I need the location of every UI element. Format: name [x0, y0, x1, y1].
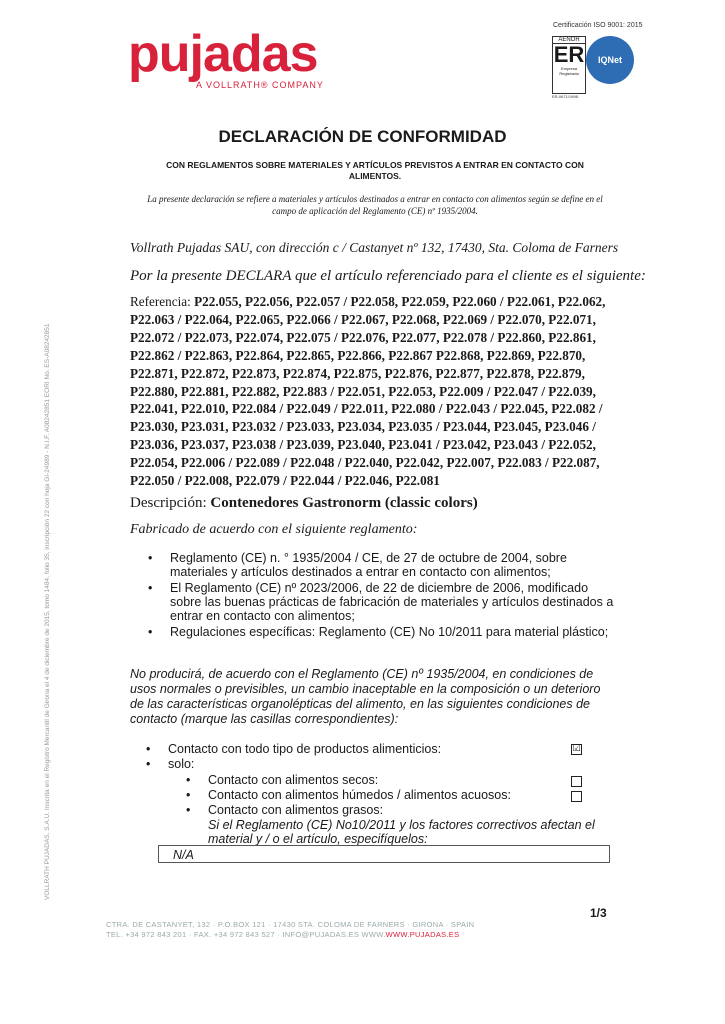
page-number: 1/3 [590, 906, 607, 920]
aenor-label: AENOR [553, 37, 585, 44]
list-item: • Reglamento (CE) n. ° 1935/2004 / CE, de 27 de octubre de 2004, sobre materiales y artículos destinados a entrar en contacto con alimentos; [148, 551, 618, 579]
iqnet-badge [586, 36, 634, 84]
bullet: • [186, 788, 191, 802]
document-subtitle: CON REGLAMENTOS SOBRE MATERIALES Y ARTÍCULOS PREVISTOS A ENTRAR EN CONTACTO CON ALIMENTOS. [166, 160, 584, 181]
reference-values: P22.055, P22.056, P22.057 / P22.058, P22.059, P22.060 / P22.061, P22.062, P22.063 / P22.064, P22.065, P22.066 / P22.067, P22.068, P22.069 / P22.070, P22.071, P22.072 / P22.073, P22.074, P22.075 / P22.076, P22.077, P22.078 / P22.860, P22.861, P22.862 / P22.863, P22.864, P22.865, P22.866, P22.867 P22.868, P22.869, P22.870, P22.871, P22.872, P22.873, P22.874, P22.875, P22.876, P22.877, P22.878, P22.879, P22.880, P22.881, P22.882, P22.883 / P22.051, P22.053, P22.009 / P22.047 / P22.039, P22.041, P22.010, P22.084 / P22.049 / P22.011, P22.080 / P22.043 / P22.045, P22.082 / P23.030, P23.031, P23.032 / P23.033, P23.034, P23.035 / P23.044, P23.045, P23.046 / P23.036, P23.037, P23.038 / P23.039, P23.040, P23.041 / P23.042, P23.043 / P22.052, P22.054, P22.006 / P22.089 / P22.048 / P22.040, P22.042, P22.007, P22.083 / P22.087, P22.050 / P22.008, P22.079 / P22.044 / P22.046, P22.081 [130, 294, 606, 489]
bullet: • [146, 757, 151, 771]
intro-text: La presente declaración se refiere a materiales y artículos destinados a entrar en contacto con alimentos según se define en el campo de aplicación del Reglamento (CE) nº 1935/2004. [147, 194, 603, 216]
certification-label: Certificación ISO 9001: 2015 [553, 22, 643, 29]
aenor-small-text: Empresa Registrada [559, 66, 579, 76]
logo-subtitle: A VOLLRATH® COMPANY [196, 80, 324, 90]
declaration-statement: Por la presente DECLARA que el artículo referenciado para el cliente es el siguiente: [130, 268, 646, 284]
contact-all-label: Contacto con todo tipo de productos alimenticios: [168, 742, 442, 756]
footer-address: CTRA. DE CASTANYET, 132 · P.O.BOX 121 · 17430 STA. COLOMA DE FARNERS · GIRONA · SPAIN [106, 920, 475, 929]
contact-dry-label: Contacto con alimentos secos: [208, 773, 379, 787]
list-item: • El Reglamento (CE) nº 2023/2006, de 22 de diciembre de 2006, modificado sobre las buenas prácticas de fabricación de materiales y artículos destinados a entrar en contacto con alimentos; [148, 581, 618, 623]
iqnet-label: IQNet [597, 55, 622, 65]
reference-list [130, 293, 620, 490]
company-address: Vollrath Pujadas SAU, con dirección c / Castanyet nº 132, 17430, Sta. Coloma de Farners [130, 240, 619, 255]
document-title: DECLARACIÓN DE CONFORMIDAD [218, 127, 507, 146]
certificate-number: ER-0671/1998 [552, 94, 578, 99]
manufactured-under: Fabricado de acuerdo con el siguiente reglamento: [130, 522, 418, 537]
reference-label: Referencia: [130, 294, 195, 309]
contact-fat-note: Si el Reglamento (CE) No10/2011 y los factores correctivos afectan el material y / o el artículo, especifíquelos: [208, 818, 595, 846]
regulations-list [148, 551, 618, 641]
description-value: Contenedores Gastronorm (classic colors) [210, 495, 478, 511]
conditions-paragraph: No producirá, de acuerdo con el Reglamento (CE) nº 1935/2004, en condiciones de usos normales o previsibles, un cambio inaceptable en la composición o un deterioro de las características organolépticas del alimento, en las siguientes condiciones de contacto (marque las casillas correspondientes): [130, 667, 601, 726]
bullet: • [146, 742, 151, 756]
contact-all-checkbox[interactable]: ☑ [572, 744, 581, 754]
specification-field[interactable]: N/A [158, 845, 610, 863]
contact-dry-checkbox[interactable] [571, 776, 582, 787]
contact-wet-checkbox[interactable] [571, 791, 582, 802]
er-label: ER [553, 42, 585, 67]
legal-side-text: VOLLRATH PUJADAS, S.A.U. Inscrita en el Registro Mercantil de Girona el 4 de diciembre de 2015, tomo 1484, folio 35, inscripción 22 con hoja GI-24989 - N.I.F. A08242851 EORI No. ES-A08242851 [44, 323, 51, 900]
contact-wet-label: Contacto con alimentos húmedos / alimentos acuosos: [208, 788, 511, 802]
description [130, 495, 478, 512]
footer-contact [106, 930, 474, 940]
contact-solo-label: solo: [168, 757, 195, 771]
bullet: • [186, 803, 191, 817]
footer-phone: TEL. +34 972 843 201 · FAX. +34 972 843 527 · INFO@PUJADAS.ES WWW. [106, 930, 386, 939]
contact-fat-label: Contacto con alimentos grasos: [208, 803, 384, 817]
footer-website-link[interactable]: WWW.PUJADAS.ES [385, 930, 460, 939]
footer [106, 920, 474, 940]
description-label: Descripción: [130, 495, 211, 511]
list-item: • Regulaciones específicas: Reglamento (CE) No 10/2011 para material plástico; [148, 625, 618, 639]
aenor-badge [552, 36, 586, 94]
bullet: • [186, 773, 191, 787]
company-logo: pujadas [128, 25, 318, 83]
